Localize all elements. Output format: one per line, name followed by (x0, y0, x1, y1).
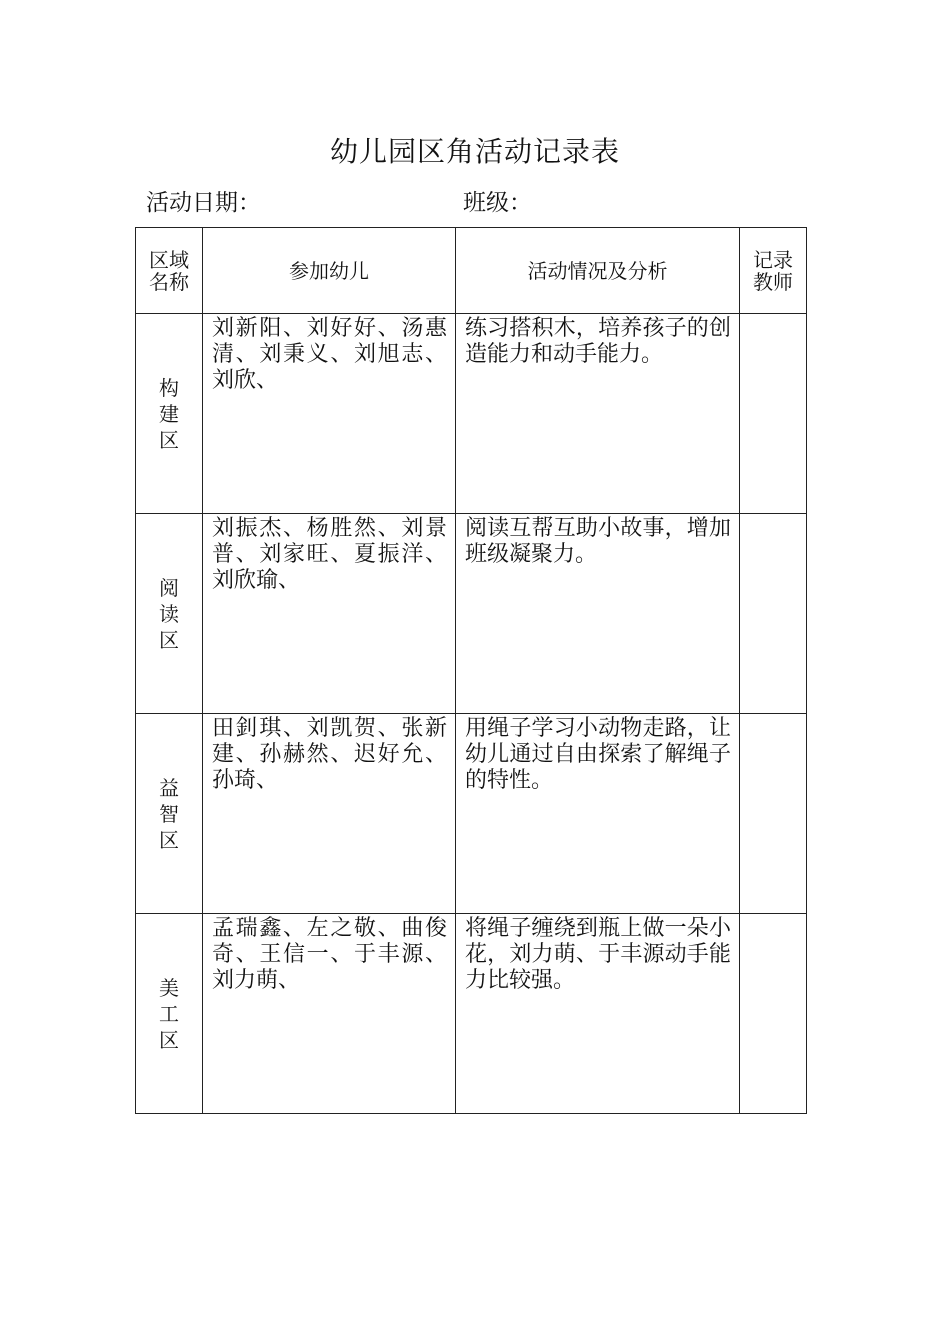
teacher-cell (740, 914, 807, 1114)
activity-cell: 练习搭积木，培养孩子的创造能力和动手能力。 (456, 314, 740, 514)
header-zone-name (136, 228, 203, 314)
header-participants: 参加幼儿 (203, 228, 456, 314)
zone-cell (136, 914, 203, 1114)
participants-cell: 田釗琪、刘凯贺、张新建、孙赫然、迟好允、孙琦、 (203, 714, 456, 914)
teacher-cell (740, 714, 807, 914)
zone-name: 阅读区 (159, 575, 179, 652)
header-activity-analysis: 活动情况及分析 (456, 228, 740, 314)
participants-cell: 孟瑞鑫、左之敬、曲俊奇、王信一、于丰源、刘力萌、 (203, 914, 456, 1114)
zone-name: 益智区 (159, 775, 179, 852)
activity-cell: 将绳子缠绕到瓶上做一朵小花，刘力萌、于丰源动手能力比较强。 (456, 914, 740, 1114)
table-row (136, 914, 807, 1114)
zone-name: 美工区 (159, 975, 179, 1052)
activity-record-table (135, 227, 807, 1114)
teacher-cell (740, 514, 807, 714)
table-row (136, 314, 807, 514)
participants-cell: 刘振杰、杨胜然、刘景普、刘家旺、夏振洋、刘欣瑜、 (203, 514, 456, 714)
table-row (136, 514, 807, 714)
activity-date-label: 活动日期： (146, 190, 261, 216)
activity-cell: 阅读互帮互助小故事，增加班级凝聚力。 (456, 514, 740, 714)
activity-cell: 用绳子学习小动物走路，让幼儿通过自由探索了解绳子的特性。 (456, 714, 740, 914)
table-row (136, 714, 807, 914)
header-zone-name-text: 区域名称 (149, 247, 189, 294)
zone-cell (136, 514, 203, 714)
header-recording-teacher (740, 228, 807, 314)
teacher-cell (740, 314, 807, 514)
participants-cell: 刘新阳、刘好好、汤惠清、刘秉义、刘旭志、刘欣、 (203, 314, 456, 514)
zone-name: 构建区 (159, 375, 179, 452)
zone-cell (136, 714, 203, 914)
class-label: 班级： (463, 190, 532, 216)
header-recording-teacher-text: 记录教师 (753, 247, 793, 294)
zone-cell (136, 314, 203, 514)
page-title: 幼儿园区角活动记录表 (329, 135, 620, 168)
table-header-row (136, 228, 807, 314)
